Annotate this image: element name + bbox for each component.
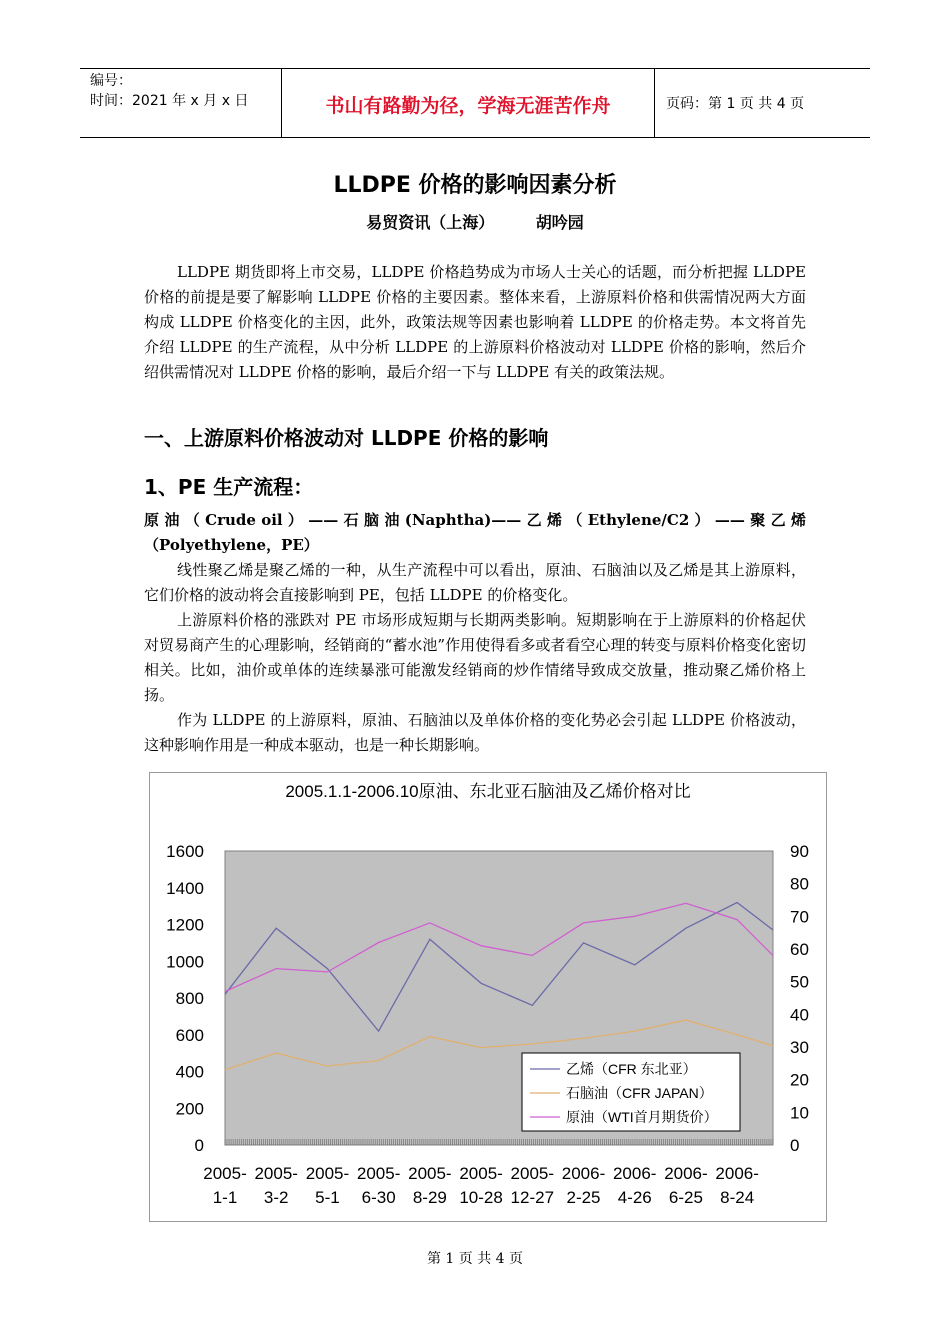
x-tick-label: 6-25 [668,1188,703,1207]
legend-label: 石脑油（CFR JAPAN） [566,1085,713,1101]
x-tick-label: 2006- [664,1164,708,1183]
y-left-tick-label: 1200 [166,915,204,935]
author-name: 胡吟园 [535,213,584,232]
author-org: 易贸资讯（上海） [366,213,495,232]
y-right-tick-label: 40 [790,1005,809,1025]
legend-label: 原油（WTI首月期货价） [566,1109,718,1125]
header-page-label: 页码：第 1 页 共 4 页 [666,96,805,112]
document-header [80,68,870,138]
y-right-tick-label: 80 [790,874,809,894]
header-motto: 书山有路勤为径，学海无涯苦作舟 [325,95,611,117]
x-tick-label: 5-1 [315,1188,340,1207]
x-tick-label: 8-29 [412,1188,447,1207]
y-left-tick-label: 1400 [166,878,204,898]
x-tick-label: 2006- [715,1164,759,1183]
y-left-tick-label: 400 [175,1062,204,1082]
number-label: 编号： [90,73,132,89]
x-tick-label: 2006- [561,1164,606,1183]
x-tick-label: 12-27 [510,1188,555,1207]
x-tick-label: 2005- [408,1164,452,1183]
x-tick-label: 2005- [510,1164,555,1183]
y-left-tick-label: 1000 [166,952,204,972]
x-tick-label: 6-30 [361,1188,396,1207]
y-right-tick-label: 70 [790,907,809,927]
legend-label: 乙烯（CFR 东北亚） [566,1061,697,1077]
x-tick-label: 3-2 [263,1188,289,1207]
production-flow: 原 油 （ Crude oil ） —— 石 脑 油 (Naphtha)—— 乙 烯 （ Ethylene/C2 ） —— 聚 乙 烯 （Polyethylene，PE） [144,511,806,554]
x-tick-label: 1-1 [212,1188,238,1207]
body-paragraph: 上游原料价格的涨跌对 PE 市场形成短期与长期两类影响。短期影响在于上游原料的价格起伏对贸易商产生的心理影响，经销商的“蓄水池”作用使得看多或者看空心理的转变与原料价格变化密切相关。比如，油价或单体的连续暴涨可能激发经销商的炒作情绪导致成交放量，推动聚乙烯价格上扬。 [144,611,806,704]
y-left-tick-label: 200 [175,1099,204,1119]
y-left-tick-label: 800 [175,989,204,1008]
x-tick-label: 10-28 [459,1188,503,1207]
x-tick-label: 2005- [459,1164,503,1183]
y-right-tick-label: 60 [790,940,809,959]
chart-title: 2005.1.1-2006.10原油、东北亚石脑油及乙烯价格对比 [285,782,691,801]
y-right-tick-label: 0 [790,1136,800,1155]
chart-svg [150,773,826,1221]
x-tick-label: 2-25 [566,1188,601,1207]
author-line [0,210,950,233]
x-tick-label: 2005- [254,1164,298,1183]
x-tick-label: 2006- [612,1164,657,1183]
document-title: LLDPE 价格的影响因素分析 [333,173,617,198]
y-left-tick-label: 0 [194,1136,204,1155]
x-tick-label: 2005- [203,1164,247,1183]
section-heading: 一、上游原料价格波动对 LLDPE 价格的影响 [144,426,549,450]
header-divider [654,69,655,137]
header-meta [90,71,280,111]
y-right-tick-label: 20 [790,1070,809,1090]
x-tick-label: 2005- [305,1164,350,1183]
subsection-heading: 1、PE 生产流程： [144,475,314,499]
y-right-tick-label: 30 [790,1038,809,1057]
body-paragraph: 作为 LLDPE 的上游原料，原油、石脑油以及单体价格的变化势必会引起 LLDPE 价格波动，这种影响作用是一种成本驱动，也是一种长期影响。 [144,711,806,754]
y-right-tick-label: 10 [790,1103,809,1123]
price-comparison-chart [149,772,827,1222]
x-tick-label: 8-24 [720,1188,755,1207]
y-left-tick-label: 600 [175,1025,204,1045]
y-left-tick-label: 1600 [166,842,204,861]
x-tick-label: 2005- [356,1164,401,1183]
y-right-tick-label: 90 [790,842,809,861]
page-footer: 第 1 页 共 4 页 [426,1251,524,1267]
time-label: 时间：2021 年 x 月 x 日 [90,93,249,109]
body-paragraph: 线性聚乙烯是聚乙烯的一种，从生产流程中可以看出，原油、石脑油以及乙烯是其上游原料，它们价格的波动将会直接影响到 PE，包括 LLDPE 的价格变化。 [144,561,806,604]
intro-paragraph: LLDPE 期货即将上市交易，LLDPE 价格趋势成为市场人士关心的话题，而分析把握 LLDPE 价格的前提是要了解影响 LLDPE 价格的主要因素。整体来看，上游原料价格和供需情况两大方面构成 LLDPE 价格变化的主因，此外，政策法规等因素也影响着 LLDPE 的价格走势。本文将首先介绍 LLDPE 的生产流程，从中分析 LLDPE 的上游原料价格波动对 LLDPE 价格的影响，然后介绍供需情况对 LLDPE 价格的影响，最后介绍一下与 LLDPE 有关的政策法规。 [144,263,806,381]
y-right-tick-label: 50 [790,972,809,992]
x-tick-label: 4-26 [617,1188,652,1207]
